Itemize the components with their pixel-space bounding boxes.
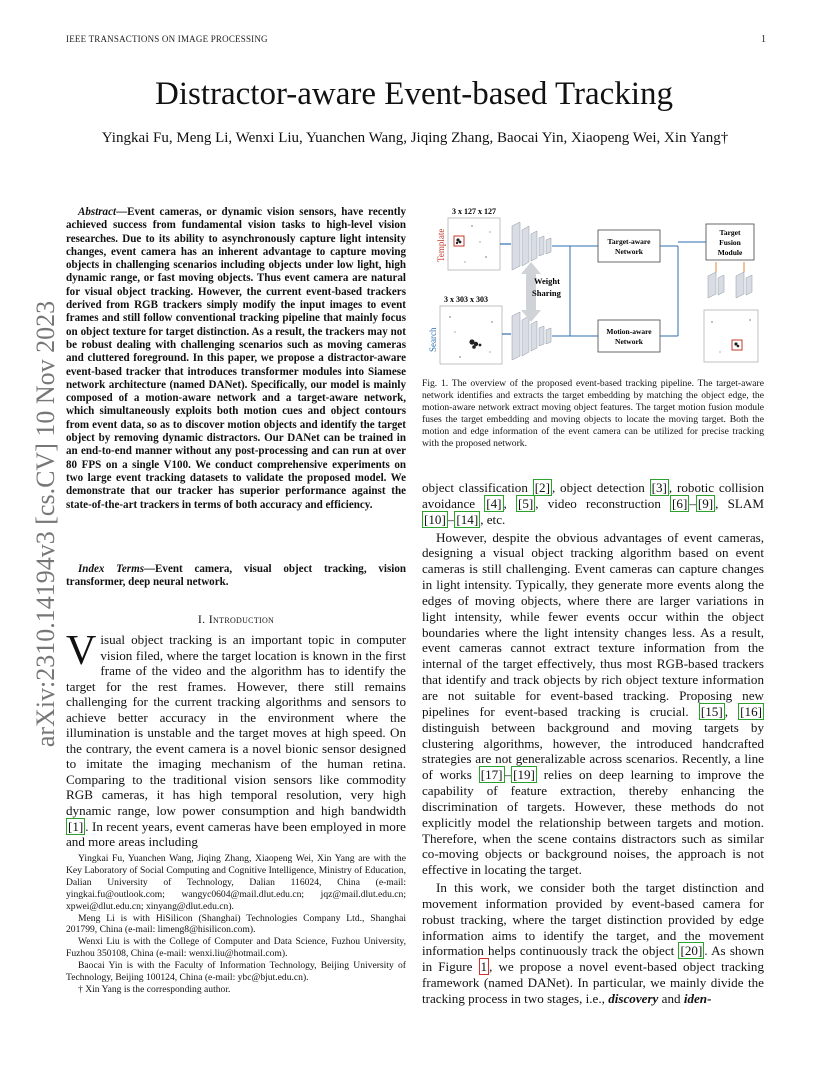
motion-aware-label-2: Network (615, 337, 643, 346)
text-run: – (504, 767, 512, 783)
text-run: . As shown in Figure (422, 943, 765, 975)
text-run: distinguish between background and moving targets by clustering algorithms, however, the introduced handcrafted strategies are not generalizable across scenarios. Recently, a line of works (422, 719, 764, 783)
text-run: However, despite the obvious advantages of event cameras, designing a visual object tracking algorithm based on event cameras is still challenging. Event cameras can capture changes in light intensity. Typically, they generate more events along the edges of moving objects, where there are larger variations in light intensity, while fewer events occur within the object boundaries where the light intensity changes less. As a result, event cameras cannot extract texture information from the internal of the target effectively, thus most RGB-based trackers that identify and track objects by rich object texture information are not suitable for event-based tracking. Proposing new pipelines for event-based tracking is crucial. (422, 529, 764, 719)
search-event-image (440, 306, 502, 364)
text-run: relies on deep learning to improve the capability of feature extraction, thereby enhancing the discrimination of targets. However, these methods do not explicitly model the relationship between targets and motion. Therefore, when the scene contains distractors such as similar co-moving objects or background noises, the approach is not effective in locating the target. (422, 767, 765, 878)
citation-link[interactable]: [1] (68, 818, 84, 834)
paper-title: Distractor-aware Event-based Tracking (155, 76, 673, 112)
motion-aware-network-box (598, 320, 660, 352)
fusion-feature-blocks (708, 272, 752, 298)
citation-link[interactable]: [15] (700, 703, 723, 719)
footnote-affiliation-1: Yingkai Fu, Yuanchen Wang, Jiqing Zhang, Xiaopeng Wei, Xin Yang are with the Key Laboratory of Social Computing and Cognitive Intelligence, Ministry of Education, Dalian University of Technology, Dalian 116024, China (e-mail: yingkai.fu@outlook.com; wangyc0604@mail.dlut.edu.cn; jqz@mail.dlut.edu.cn; xpwei@dlut.edu.cn; xinyang@dlut.edu.cn). (66, 853, 406, 912)
search-label: Search (428, 327, 438, 352)
text-run: , video reconstruction (535, 495, 671, 511)
weight-sharing-label-2: Sharing (532, 288, 561, 298)
fusion-label-2: Fusion (719, 238, 741, 247)
text-run: , we propose a novel event-based object tracking framework (named DANet). In particular, we mainly divide the tracking process in two stages, i.e., (422, 959, 765, 1006)
figure-1-diagram (420, 202, 766, 370)
citation-link[interactable]: [17] (480, 767, 503, 783)
text-run: – (447, 511, 455, 527)
section-heading: I. Introduction (197, 612, 275, 626)
citation-link[interactable]: [14] (456, 511, 479, 527)
result-event-image (704, 310, 758, 362)
citation-link[interactable]: [9] (697, 495, 714, 511)
right-column-body (422, 480, 764, 1009)
page-number: 1 (761, 34, 766, 45)
text-run: , (503, 495, 516, 511)
index-terms-lead: Index Terms (78, 563, 144, 575)
target-aware-label-2: Network (615, 247, 643, 256)
motion-aware-label-1: Motion-aware (606, 327, 652, 336)
citation-link[interactable]: [16] (740, 703, 762, 719)
body-paragraph-3 (422, 880, 764, 1007)
fusion-label-1: Target (719, 228, 741, 237)
text-run: and (658, 991, 684, 1006)
text-run: , etc. (480, 511, 506, 527)
index-terms-text: —Event camera, visual object tracking, vision transformer, deep neural network. (66, 563, 406, 589)
citation-link[interactable]: [10] (424, 511, 446, 527)
text-run: – (689, 495, 696, 511)
footnote-corresponding: † Xin Yang is the corresponding author. (78, 983, 231, 995)
citation-link[interactable]: [2] (534, 480, 550, 495)
fusion-orange-arrows (716, 262, 744, 272)
citation-link[interactable]: [6] (672, 495, 688, 511)
footnote-affiliation-4: Baocai Yin is with the Faculty of Information Technology, Beijing University of Technology, Beijing 100124, China (e-mail: ybc@bjut.edu.cn). (66, 960, 406, 984)
emphasis-iden: iden- (683, 991, 712, 1006)
citation-link[interactable]: [5] (517, 495, 534, 511)
target-aware-network-box (598, 230, 660, 262)
template-event-image (448, 218, 500, 270)
intro-paragraph (66, 628, 406, 850)
citation-link[interactable]: [19] (513, 767, 535, 783)
template-size-label: 3 x 127 x 127 (452, 207, 496, 216)
body-paragraph-1 (422, 480, 764, 528)
figure-reference-link[interactable]: 1 (480, 959, 488, 975)
abstract (66, 206, 406, 512)
text-run: In this work, we consider both the target distinction and movement information provided by event-based camera for robust tracking, where the target distinction provided by edge information aims to identify the target, and the movement information helps continuously track the object (422, 880, 764, 959)
running-head: IEEE TRANSACTIONS ON IMAGE PROCESSING (66, 34, 268, 44)
template-label: Template (436, 228, 446, 262)
figure-1-caption: Fig. 1. The overview of the proposed event-based tracking pipeline. The target-aware network identifies and extracts the target embedding by matching the object edge, the motion-aware network extract moving object features. The target motion fusion module fuses the target embedding and moving objects to locate the moving target. Both the motion and edge information of the event camera can be utilized for precise tracking with the proposed network. (422, 378, 764, 449)
index-terms (66, 563, 406, 590)
citation-link[interactable]: [4] (486, 495, 502, 511)
body-paragraph-2 (422, 530, 764, 879)
drop-cap: V (66, 628, 97, 674)
citation-link[interactable]: [3] (651, 480, 667, 495)
citation-link[interactable]: [20] (680, 943, 703, 959)
weight-sharing-label-1: Weight (534, 276, 560, 286)
author-list: Yingkai Fu, Meng Li, Wenxi Liu, Yuanchen Wang, Jiqing Zhang, Baocai Yin, Xiaopeng Wei, Xin Yang† (101, 130, 729, 146)
emphasis-discovery: discovery (608, 991, 659, 1006)
intro-text-b: . In recent years, event cameras have been employed in more and more areas including (66, 818, 406, 850)
abstract-lead: Abstract (78, 206, 117, 218)
footnote-affiliation-2: Meng Li is with HiSilicon (Shanghai) Technologies Company Ltd., Shanghai 201799, China (e-mail: limeng8@hisilicon.com). (66, 912, 406, 936)
text-run: , object detection (551, 480, 650, 495)
text-run: object classification (422, 480, 533, 495)
footnote-affiliation-3: Wenxi Liu is with the College of Computer and Data Science, Fuzhou University, Fuzhou 350108, China (e-mail: wenxi.liu@hotmail.com). (66, 936, 406, 960)
text-run: , SLAM (715, 495, 764, 511)
fusion-label-3: Module (717, 248, 743, 257)
footnotes (66, 853, 406, 996)
arxiv-stamp: arXiv:2310.14194v3 [cs.CV] 10 Nov 2023 (31, 300, 60, 748)
text-run: , (724, 703, 739, 719)
abstract-text: —Event cameras, or dynamic vision sensors, have recently achieved success from fundamental vision tasks to high-level vision researches. Due to its ability to asynchronously capture light intensity changes, event camera has an inherent advantage to capture moving objects in challenging scenarios including objects under low light, high dynamic range, or fast moving objects. Thus event camera are natural for visual object tracking. However, the current event-based trackers derived from RGB trackers simply modify the input images to event frames and still follow conventional tracking pipeline that mainly focus on object texture for target distinction. As a result, the trackers may not be robust dealing with challenging scenarios such as moving cameras and cluttered foreground. In this paper, we propose a distractor-aware event-based tracker that introduces transformer modules into Siamese network architecture (named DANet). Specifically, our model is mainly composed of a motion-aware network and a target-aware network, which simultaneously exploits both motion cues and object contours from event data, so as to discover motion objects and identify the target object by removing dynamic distractors. Our DANet can be trained in an end-to-end manner without any post-processing and can run at over 80 FPS on a single V100. We conduct comprehensive experiments on two large event tracking datasets to validate the proposed model. We demonstrate that our tracker has superior performance against the state-of-the-art trackers in terms of both accuracy and efficiency. (66, 206, 406, 511)
target-aware-label-1: Target-aware (607, 237, 651, 246)
text-run: , robotic collision avoidance (422, 480, 764, 511)
search-size-label: 3 x 303 x 303 (444, 295, 488, 304)
intro-text-a: isual object tracking is an important topic in computer vision filed, where the target location is known in the first frame of the video and the algorithm has to identify the target for the rest frames. However, there still remains challenging for the current tracking algorithms and sensors to achieve better accuracy in the environment where the illumination is unstable and the target moves at high speed. On the contrary, the event camera is a novel bionic sensor designed to imitate the imaging mechanism of the human retina. Comparing to the traditional vision sensors like commodity RGB cameras, it has high temporal resolution, very high dynamic range, low power consumption and high bandwidth (66, 632, 406, 819)
